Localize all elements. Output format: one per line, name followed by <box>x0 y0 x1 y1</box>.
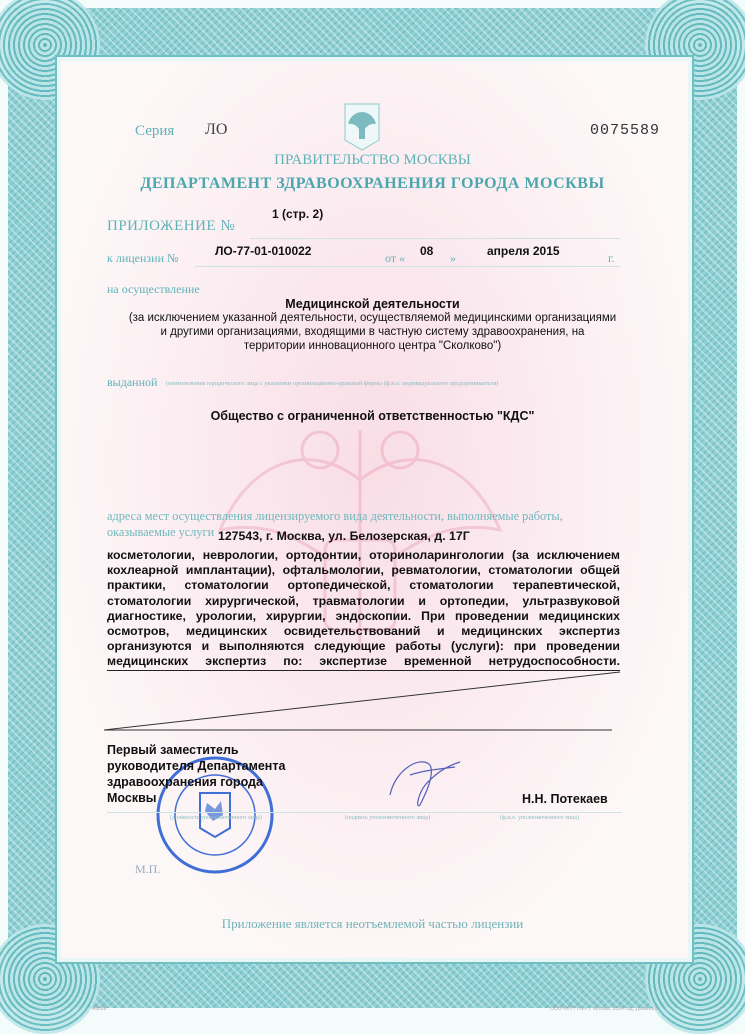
signatory-position: Москвы <box>107 791 157 805</box>
form-number: 0075589 <box>590 122 661 139</box>
activity-line: и другими организациями, входящими в частную систему здравоохранения, на <box>160 326 585 338</box>
coat-of-arms-icon <box>343 102 381 152</box>
printer-info: ООО «ИТТ ПМ» г. Москва, 2014 год, уровень Б <box>550 1006 659 1012</box>
activity-title: Медицинской деятельности <box>285 297 460 311</box>
form-code: А3028 <box>92 1006 107 1012</box>
date-from-label: от « <box>385 251 406 265</box>
caption-signature: (подпись уполномоченного лица) <box>345 815 431 821</box>
seal-place-label: М.П. <box>135 862 161 876</box>
license-day: 08 <box>420 244 434 258</box>
services-list <box>107 548 620 671</box>
activity-line: территории инновационного центра "Сколково") <box>243 340 502 352</box>
series-label: Серия <box>135 123 175 139</box>
license-month-year: апреля 2015 <box>487 244 560 258</box>
services-line: практики, стоматологии ортопедической, стоматологии терапевтической, <box>107 578 620 593</box>
issued-hint: (наименование юридического лица с указанием организационно-правовой формы (ф.и.о. индивидуального предпринимателя) <box>166 380 499 387</box>
services-line: осмотров, медицинских освидетельствований и медицинских экспертиз <box>107 624 620 639</box>
services-line: стоматологии хирургической, травматологии и ортопедии, ультразвуковой <box>107 593 620 608</box>
signatory-position: руководителя Департамента <box>107 759 286 773</box>
department-heading: ДЕПАРТАМЕНТ ЗДРАВООХРАНЕНИЯ ГОРОДА МОСКВЫ <box>140 175 605 192</box>
caption-name: (ф.и.о. уполномоченного лица) <box>500 815 579 821</box>
services-line: организуются и выполняются следующие работы (услуги): при проведении <box>107 639 620 654</box>
services-line: косметологии, неврологии, ортодонтии, оториноларингологии (за исключением <box>107 548 620 562</box>
services-line: диагностике, урологии, хирургии, эндоскопии. При проведении медицинских <box>107 608 620 623</box>
government-heading: ПРАВИТЕЛЬСТВО МОСКВЫ <box>274 152 471 168</box>
services-line: кохлеарной имплантации), офтальмологии, ревматологии, стоматологии общей <box>107 563 620 578</box>
strike-lines <box>100 668 630 738</box>
footer-note: Приложение является неотъемлемой частью лицензии <box>221 916 524 931</box>
license-number: ЛО-77-01-010022 <box>215 244 312 258</box>
signatory-position: Первый заместитель <box>107 743 239 757</box>
caption-position: (должность уполномоченного лица) <box>170 815 262 821</box>
organization-name: Общество с ограниченной ответственностью "КДС" <box>210 409 535 423</box>
activity-line: (за исключением указанной деятельности, осуществляемой медицинскими организациями <box>128 312 617 324</box>
appendix-number: 1 (стр. 2) <box>272 207 324 221</box>
handwritten-signature <box>385 750 465 810</box>
license-label: к лицензии № <box>107 251 179 265</box>
address-label: адреса мест осуществления лицензируемого вида деятельности, выполняемые работы, <box>107 509 563 523</box>
activity-label: на осуществление <box>107 282 200 296</box>
signatory-position: здравоохранения города <box>107 775 263 789</box>
signatory-name: Н.Н. Потекаев <box>522 792 608 806</box>
appendix-label: ПРИЛОЖЕНИЕ № <box>107 218 236 234</box>
date-close-quote: » <box>450 251 456 265</box>
address-label-cont: оказываемые услуги <box>107 525 215 539</box>
address-value: 127543, г. Москва, ул. Белозерская, д. 17Г <box>218 529 470 543</box>
series-value: ЛО <box>205 121 228 138</box>
year-suffix: г. <box>608 251 615 265</box>
services-line: медицинских экспертиз по: экспертизе временной нетрудоспособности. <box>107 654 620 670</box>
issued-label: выданной <box>107 375 158 389</box>
